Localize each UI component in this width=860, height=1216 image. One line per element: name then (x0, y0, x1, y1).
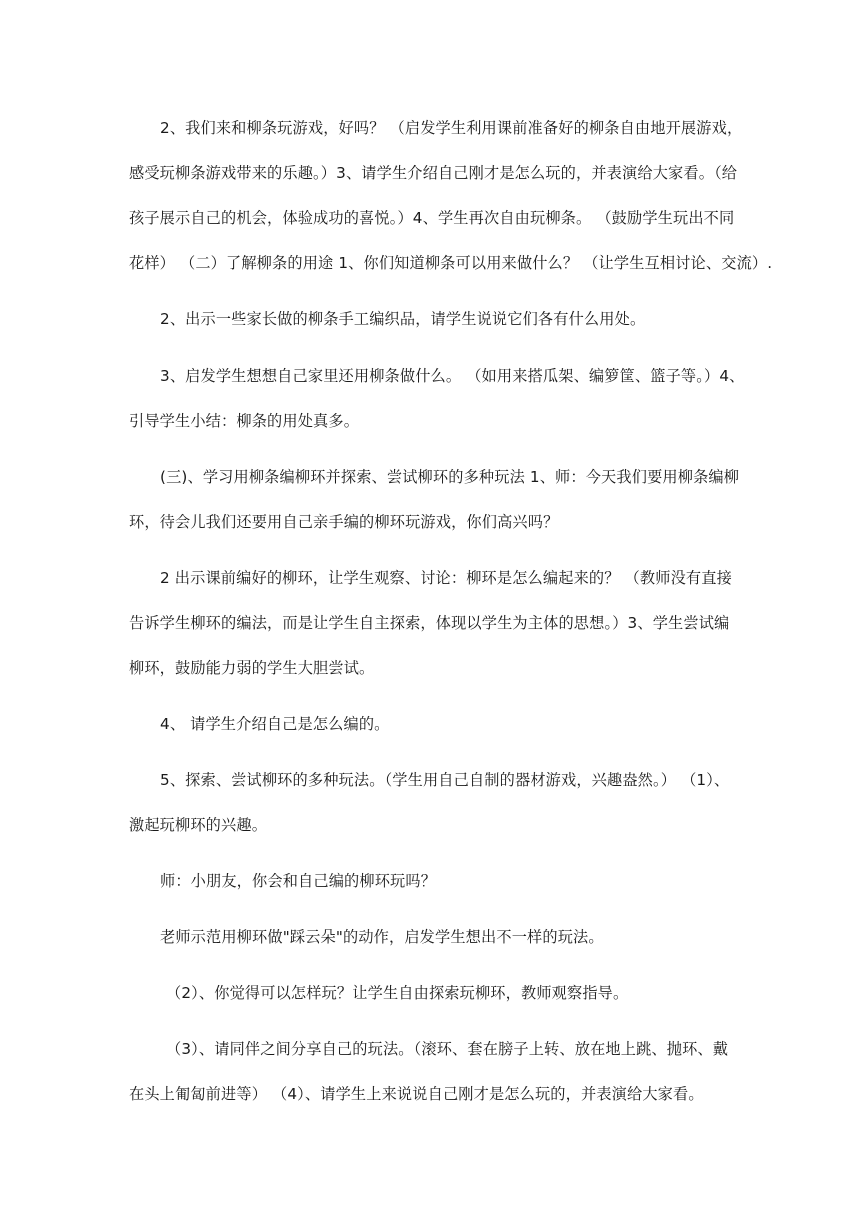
paragraph-line: 4、 请学生介绍自己是怎么编的。 (160, 715, 390, 733)
paragraph-line: 花样） （二）了解柳条的用途 1、你们知道柳条可以用来做什么？ （让学生互相讨论、交流）. (129, 254, 773, 272)
paragraph-line: 孩子展示自己的机会，体验成功的喜悦。）4、学生再次自由玩柳条。 （鼓励学生玩出不同 (129, 209, 735, 227)
paragraph-line: 5、探索、尝试柳环的多种玩法。（学生用自己自制的器材游戏，兴趣盎然。） （1）、 (160, 771, 730, 789)
paragraph-line: 师：小朋友，你会和自己编的柳环玩吗？ (160, 872, 437, 890)
paragraph-line: 激起玩柳环的兴趣。 (129, 816, 268, 834)
paragraph-line: 感受玩柳条游戏带来的乐趣。）3、请学生介绍自己刚才是怎么玩的，并表演给大家看。（给 (129, 164, 738, 182)
paragraph-line: 环，待会儿我们还要用自己亲手编的柳环玩游戏，你们高兴吗？ (129, 513, 559, 531)
paragraph-line: 3、启发学生想想自己家里还用柳条做什么。 （如用来搭瓜架、编箩筐、篮子等。）4、 (160, 367, 745, 385)
paragraph-line: 2 出示课前编好的柳环，让学生观察、讨论：柳环是怎么编起来的？ （教师没有直接 (160, 569, 732, 587)
paragraph-line: 引导学生小结：柳条的用处真多。 (129, 412, 360, 430)
paragraph-line: 2、我们来和柳条玩游戏，好吗？ （启发学生利用课前准备好的柳条自由地开展游戏， (160, 119, 743, 137)
paragraph-line: 2、出示一些家长做的柳条手工编织品，请学生说说它们各有什么用处。 (160, 310, 646, 328)
paragraph-line: 老师示范用柳环做"踩云朵"的动作，启发学生想出不一样的玩法。 (160, 928, 604, 946)
paragraph-line: (三)、学习用柳条编柳环并探索、尝试柳环的多种玩法 1、师：今天我们要用柳条编柳 (160, 468, 740, 486)
paragraph-line: 柳环，鼓励能力弱的学生大胆尝试。 (129, 659, 375, 677)
paragraph-line: （3）、请同伴之间分享自己的玩法。（滚环、套在膀子上转、放在地上跳、抛环、戴 (166, 1040, 729, 1058)
paragraph-line: 告诉学生柳环的编法，而是让学生自主探索，体现以学生为主体的思想。）3、学生尝试编 (129, 614, 730, 632)
paragraph-line: （2）、你觉得可以怎样玩？让学生自由探索玩柳环，教师观察指导。 (166, 984, 629, 1002)
paragraph-line: 在头上匍匐前进等） （4）、请学生上来说说自己刚才是怎么玩的，并表演给大家看。 (129, 1085, 704, 1103)
